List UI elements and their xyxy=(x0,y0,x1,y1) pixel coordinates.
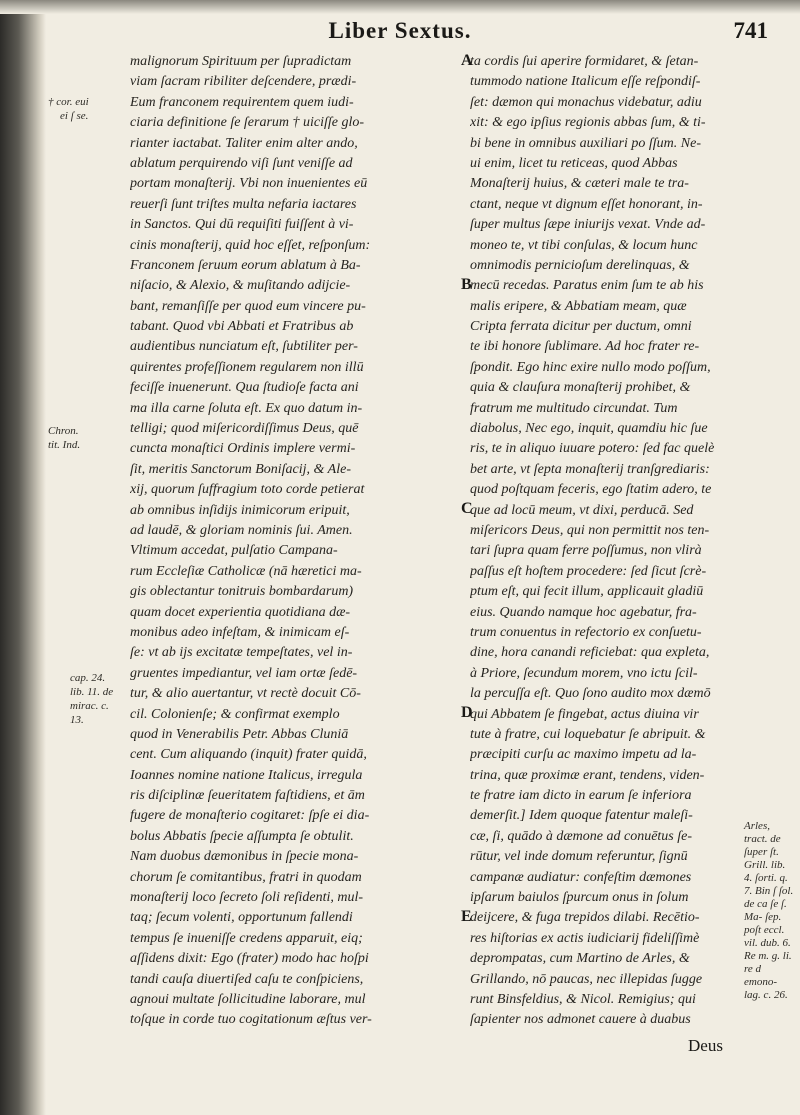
margin-note: Chron. xyxy=(48,425,79,437)
text-line: cuncta monaſtici Ordinis implere vermi- xyxy=(130,441,356,457)
text-line: demerſit.] Idem quoque fatentur maleſi- xyxy=(470,808,693,824)
text-line: rianter iactabat. Taliter enim alter ando, xyxy=(130,135,358,151)
text-line: tandi cauſa diuertiſed caſu te conſpiciens, xyxy=(130,971,364,987)
text-line: agnoui multate ſollicitudine laborare, mul xyxy=(130,991,366,1007)
text-line: eius. Quando namque hoc agebatur, fra- xyxy=(470,604,697,620)
text-line: xit: & ego ipſius regionis abbas ſum, & ti- xyxy=(470,115,706,131)
text-line: audientibus nunciatum eſt, ſubtiliter per- xyxy=(130,339,358,355)
text-line: quam docet experientia quotidiana dæ- xyxy=(130,604,351,620)
text-line: ſpondit. Ego hinc exire nullo modo poſſum, xyxy=(470,359,711,375)
text-line: omnimodis pernicioſum derelinquas, & xyxy=(470,257,690,273)
text-line: paſſus eſt hoſtem procedere: ſed ſicut ſcrè- xyxy=(470,563,707,579)
text-line: bet arte, vt ſepta monaſterij tranſgrediaris: xyxy=(470,461,710,477)
text-line: quirentes profeſſionem regularem non illū xyxy=(130,359,364,375)
text-line: bi bene in omnibus auxiliari po ſſum. Ne- xyxy=(470,135,701,151)
text-line: rūtur, vel inde domum referuntur, ſignū xyxy=(470,849,688,865)
running-head: Liber Sextus. xyxy=(328,18,472,43)
text-line: malignorum Spirituum per ſupradictam xyxy=(130,54,352,69)
text-line: deprompatas, cum Martino de Arles, & xyxy=(470,951,690,967)
text-line: taq; ſecum volenti, opportunum fallendi xyxy=(130,910,353,926)
text-line: ris diſciplinæ ſeueritatem faſtidiens, et ām xyxy=(130,788,365,804)
text-line: tummodo natione Italicum eſſe reſpondiſ- xyxy=(470,74,701,90)
text-line: res hiſtorias ex actis iudiciarij fideliſſimè xyxy=(470,930,700,946)
text-line: la percuſſa eſt. Quo ſono audito mox dæmō xyxy=(470,686,711,702)
text-line: ta cordis ſui aperire formidaret, & ſetan- xyxy=(470,54,699,69)
text-line: gruentes impediantur, vel iam ortæ ſedē- xyxy=(130,665,358,681)
text-line: moneo te, vt tibi conſulas, & locum hunc xyxy=(470,237,698,253)
margin-note: tit. Ind. xyxy=(48,439,81,451)
text-line: bant, remanſiſſe per quod eum vincere pu- xyxy=(130,298,366,314)
margin-note: lib. 11. de xyxy=(70,686,114,698)
text-line: tempus ſe inueniſſe credens apparuit, eiq; xyxy=(130,930,363,946)
text-line: portam monaſterij. Vbi non inuenientes eū xyxy=(130,176,368,192)
page-number: 741 xyxy=(733,18,768,43)
section-letter-e: E xyxy=(461,908,472,925)
text-line: campanæ audiatur: confeſtim dæmones xyxy=(470,869,692,885)
text-line: xij, quorum ſuffragium toto corde petierat xyxy=(130,482,365,498)
margin-note: 13. xyxy=(70,714,84,726)
text-line: feciſſe inuenerunt. Qua ſtudioſe facta ani xyxy=(130,380,359,396)
text-line: ab omnibus inſidijs inimicorum eripuit, xyxy=(130,502,350,518)
margin-note: mirac. c. xyxy=(70,700,109,712)
text-line: ctant, neque vt dignum eſſet honorant, in- xyxy=(470,196,703,212)
text-line: cæ, ſi, quādo à dæmone ad conuētus ſe- xyxy=(470,828,693,844)
text-line: miſericors Deus, qui non permittit nos ten- xyxy=(470,522,710,538)
text-line: Eum franconem requirentem quem iudi- xyxy=(130,94,354,110)
text-line: te fratre iam dicto in earum ſe inferiora xyxy=(470,788,692,804)
text-line: gis oblectantur tonitruis bombardarum) xyxy=(130,584,354,600)
text-line: tur, & alio auertantur, vt rectè docuit Cō- xyxy=(130,686,361,702)
text-line: bolus Abbatis ſpecie aſſumpta ſe obtulit. xyxy=(130,828,354,844)
text-line: ma illa carne ſoluta eſt. Ex quo datum in- xyxy=(130,400,363,416)
text-line: ſuper multus ſæpe iniurijs vexat. Vnde ad- xyxy=(470,217,706,233)
text-line: cil. Colonienſe; & confirmat exemplo xyxy=(130,706,340,722)
text-line: fugere de monaſterio cogitaret: ſpſe ei dia- xyxy=(130,808,370,824)
section-letter-d: D xyxy=(461,704,473,721)
text-line: in Sanctos. Qui dū requiſiti fuiſſent à vi- xyxy=(130,217,354,233)
text-line: trum conuentus in refectorio ex conſuetu- xyxy=(470,624,702,640)
text-line: ſet: dæmon qui monachus videbatur, adiu xyxy=(470,94,702,110)
text-line: præcipiti curſu ac maximo impetu ad la- xyxy=(470,747,697,763)
text-line: tari ſupra quam ferre poſſumus, non vlirà xyxy=(470,543,702,559)
text-line: ablatum perquirendo viſi ſunt veniſſe ad xyxy=(130,155,353,171)
text-line: aſſidens dixit: Ego (frater) modo hac hoſpi xyxy=(130,951,369,967)
text-line: tabant. Quod vbi Abbati et Fratribus ab xyxy=(130,319,354,335)
margin-note-right: Arles, tract. de ſuper ſt. Grill. lib. 4. ſorti. q. 7. Bin ſ ſol. de ca ſe ſ. Ma- ſep. poſt eccl. vil. dub. 6. Re m. g. li. re d emono- lag. c. 26. xyxy=(744,820,794,1001)
text-line: dine, hora canandi reficiebat: qua expleta, xyxy=(470,645,710,661)
text-line: quod poſtquam feceris, ego ſtatim adero, te xyxy=(470,482,712,498)
margin-note: cap. 24. xyxy=(70,672,106,684)
text-line: ui enim, licet tu reticeas, quod Abbas xyxy=(470,155,678,171)
text-line: diabolus, Nec ego, inquit, quamdiu hic ſue xyxy=(470,421,708,437)
text-line: te ibi honore ſublimare. Ad hoc frater re- xyxy=(470,339,700,355)
text-line: Nam duobus dæmonibus in ſpecie mona- xyxy=(130,849,359,865)
text-line: que ad locū meum, vt dixi, perducā. Sed xyxy=(470,502,694,518)
text-line: mecū recedas. Paratus enim ſum te ab his xyxy=(470,278,704,294)
text-line: telligi; quod miſericordiſſimus Deus, quē xyxy=(130,421,359,437)
top-shadow xyxy=(0,0,800,14)
text-line: cinis monaſterij, quid hoc eſſet, reſponſum: xyxy=(130,237,371,253)
text-line: ptum eſt, qui fecit illum, applicauit gladiū xyxy=(470,584,704,600)
section-letter-a: A xyxy=(461,52,473,69)
text-line: ſapienter nos admonet cauere à duabus xyxy=(470,1012,691,1028)
text-line: Monaſterij huius, & cæteri male te tra- xyxy=(470,176,689,192)
text-line: fratrum me multitudo circundat. Tum xyxy=(470,400,678,416)
text-line: chorum ſe comitantibus, fratri in quodam xyxy=(130,869,362,885)
text-line: monaſterij loco ſecreto ſoli reſidenti, mul- xyxy=(130,890,364,906)
binding-shadow xyxy=(0,0,46,1115)
text-line: à Priore, ſecundum morem, vno ictu ſcil- xyxy=(470,665,698,681)
text-line: Vltimum accedat, pulſatio Campana- xyxy=(130,543,338,559)
text-line: ris, te in aliquo iuuare potero: ſed fac quelè xyxy=(470,441,715,457)
text-line: trina, quæ proximæ erant, tendens, viden- xyxy=(470,767,705,783)
left-text-column xyxy=(130,52,460,1031)
text-line: Grillando, nō paucas, nec illepidas ſugge xyxy=(470,971,703,987)
text-line: Ioannes nomine natione Italicus, irregula xyxy=(130,767,363,783)
text-line: monibus adeo infeſtam, & inimicam eſ- xyxy=(130,624,350,640)
text-line: cent. Cum aliquando (inquit) frater quidā, xyxy=(130,747,367,763)
text-line: deijcere, & fuga trepidos dilabi. Recētio- xyxy=(470,910,700,926)
text-line: reuerſi ſunt triſtes multa nefaria iactares xyxy=(130,196,357,212)
text-line: ſit, meritis Sanctorum Boniſacij, & Ale- xyxy=(130,461,351,477)
text-line: ad laudē, & gloriam nominis ſui. Amen. xyxy=(130,522,353,538)
text-line: qui Abbatem ſe fingebat, actus diuina vir xyxy=(470,706,699,722)
text-line: rum Eccleſiæ Catholicæ (nā hæretici ma- xyxy=(130,563,362,579)
text-line: viam ſacram ribiliter deſcendere, prædi- xyxy=(130,74,357,90)
text-line: ipſarum baiulos ſpurcum onus in ſolum xyxy=(470,890,689,906)
text-line: malis eripere, & Abbatiam meam, quæ xyxy=(470,298,687,314)
section-letter-b: B xyxy=(461,276,472,293)
section-letter-c: C xyxy=(461,500,473,517)
text-line: ſe: vt ab ijs excitatæ tempeſtates, vel in- xyxy=(130,645,353,661)
text-line: runt Binsfeldius, & Nicol. Remigius; qui xyxy=(470,991,696,1007)
text-line: toſque in corde tuo cogitationum æſtus ver- xyxy=(130,1012,372,1028)
page-header xyxy=(0,18,800,48)
text-line: quod in Venerabilis Petr. Abbas Cluniā xyxy=(130,726,349,742)
text-line: ciaria definitione ſe ſerarum † uiciſſe glo- xyxy=(130,115,365,131)
text-line: Cripta ferrata dicitur per ductum, omni xyxy=(470,319,692,335)
text-line: tute à fratre, cui loquebatur ſe abripuit. & xyxy=(470,726,706,742)
text-line: niſacio, & Alexio, & muſitando adijcie- xyxy=(130,278,351,294)
text-line: quia & clauſura monaſterij prohibet, & xyxy=(470,380,691,396)
margin-note: ei ſ se. xyxy=(60,110,89,122)
catchword: Deus xyxy=(688,1036,723,1055)
margin-note: † cor. eui xyxy=(48,96,89,108)
text-line: Franconem ſeruum eorum ablatum à Ba- xyxy=(130,257,361,273)
right-text-column xyxy=(470,52,740,1031)
